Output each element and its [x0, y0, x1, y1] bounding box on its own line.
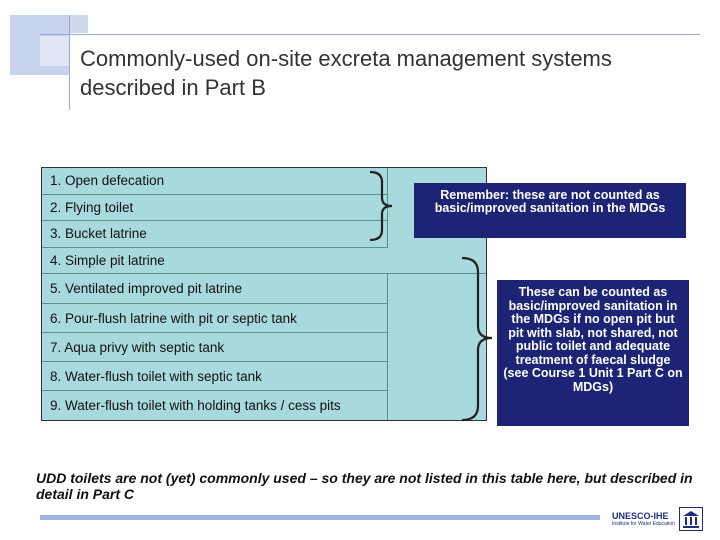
logo-name: UNESCO-IHE [612, 510, 669, 521]
table-row: 7. Aqua privy with septic tank [42, 333, 388, 362]
brace-icon [456, 256, 498, 422]
table-row: 3. Bucket latrine [42, 221, 388, 248]
callout-can-be-counted: These can be counted as basic/improved sanitation in the MDGs if no open pit but pit with slab, not shared, not public toilet and adequate treatment of faecal sludge (see Course 1 Unit 1 Part C on MDGs) [497, 280, 689, 426]
table-row: 5. Ventilated improved pit latrine [42, 274, 388, 304]
callout-not-counted: Remember: these are not counted as basic/improved sanitation in the MDGs [414, 183, 686, 238]
decorative-line [40, 34, 700, 35]
decorative-line [69, 15, 70, 110]
table-row: 1. Open defecation [42, 168, 388, 195]
footer-bar [40, 515, 600, 520]
table-row: 4. Simple pit latrine [42, 248, 486, 275]
decorative-square [70, 15, 88, 33]
footnote: UDD toilets are not (yet) commonly used – so they are not listed in this table here, but described in detail in Part C [36, 470, 693, 502]
temple-icon [679, 507, 703, 531]
table-row: 8. Water-flush toilet with septic tank [42, 362, 388, 391]
unesco-ihe-logo [612, 506, 704, 532]
slide-title: Commonly-used on-site excreta management systems described in Part B [80, 46, 612, 100]
table-row: 9. Water-flush toilet with holding tanks / cess pits [42, 391, 388, 420]
logo-tagline: Institute for Water Education [612, 520, 675, 527]
table-row: 2. Flying toilet [42, 195, 388, 222]
brace-icon [366, 170, 400, 242]
table-row: 6. Pour-flush latrine with pit or septic tank [42, 304, 388, 333]
decorative-square [40, 36, 70, 66]
